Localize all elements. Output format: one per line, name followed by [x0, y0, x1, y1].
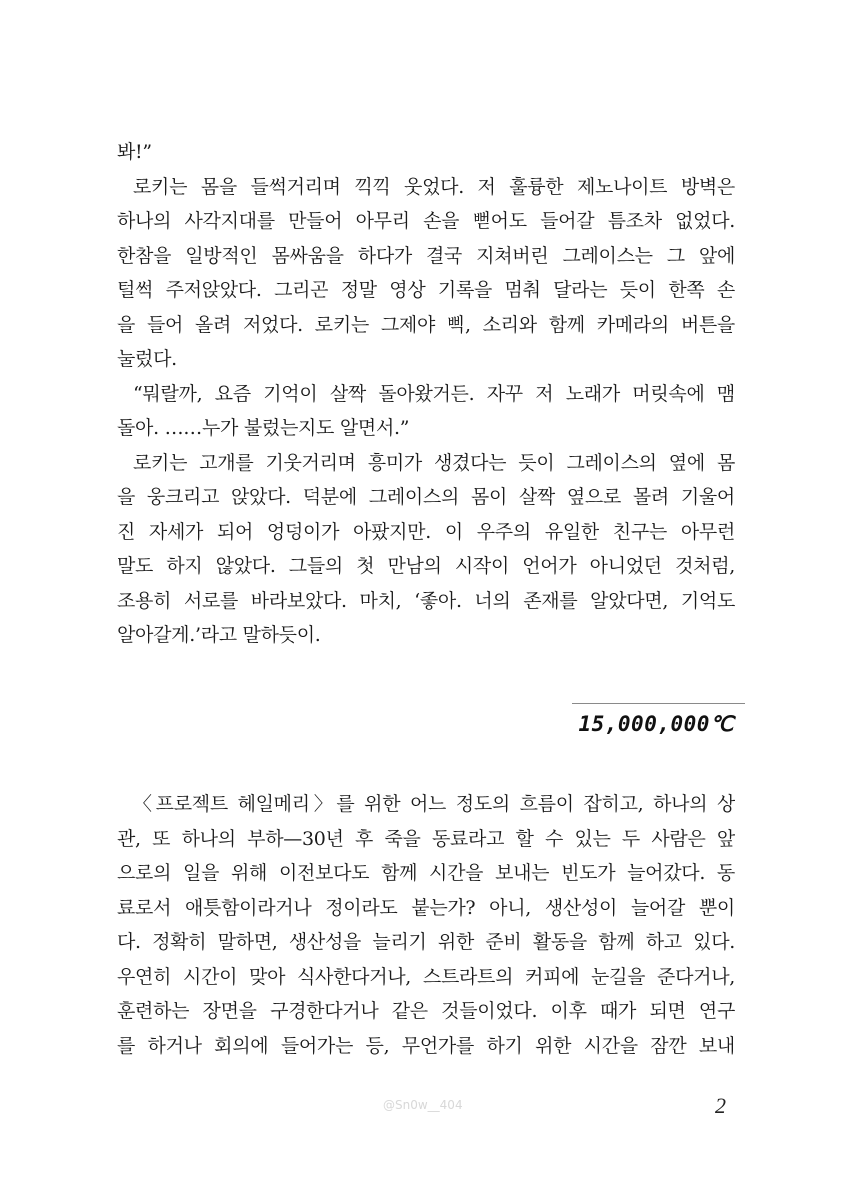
text-line: 으로의 일을 위해 이전보다도 함께 시간을 보내는 빈도가 늘어갔다. 동 [117, 862, 735, 884]
text-line: 우연히 시간이 맞아 식사한다거나, 스트라트의 커피에 눈길을 준다거나, [117, 965, 735, 988]
text-line: 조용히 서로를 바라보았다. 마치, ‘좋아. 너의 존재를 알았다면, 기억도 [117, 589, 735, 612]
text-line: 털썩 주저앉았다. 그리곤 정말 영상 기록을 멈춰 달라는 듯이 한쪽 손 [117, 279, 735, 301]
text-line: “뭐랄까, 요즘 기억이 살짝 돌아왔거든. 자꾸 저 노래가 머릿속에 맴 [133, 382, 735, 405]
text-line: 를 하거나 회의에 들어가는 등, 무언가를 하기 위한 시간을 잠깐 보내 [117, 1034, 735, 1057]
body-text-section-2 [117, 787, 735, 1063]
text-line: 〈프로젝트 헤일메리〉를 위한 어느 정도의 흐름이 잡히고, 하나의 상 [133, 793, 735, 815]
section-divider [572, 703, 745, 704]
text-line: 료로서 애틋함이라거나 정이라도 붙는가? 아니, 생산성이 늘어갈 뿐이 [117, 896, 735, 919]
body-text-section-1 [117, 135, 735, 653]
text-line: 관, 또 하나의 부하—30년 후 죽을 동료라고 할 수 있는 두 사람은 앞 [117, 827, 735, 850]
text-line: 훈련하는 장면을 구경한다거나 같은 것들이었다. 이후 때가 되면 연구 [117, 1000, 735, 1022]
text-line: 봐!” [117, 141, 152, 163]
text-line: 눌렀다. [117, 348, 177, 370]
text-line: 을 웅크리고 앉았다. 덕분에 그레이스의 몸이 살짝 옆으로 몰려 기울어 [117, 486, 735, 508]
text-line: 한참을 일방적인 몸싸움을 하다가 결국 지쳐버린 그레이스는 그 앞에 [117, 244, 735, 267]
text-line: 알아갈게.’라고 말하듯이. [117, 624, 321, 646]
text-line: 진 자세가 되어 엉덩이가 아팠지만. 이 우주의 유일한 친구는 아무런 [117, 520, 735, 543]
text-line: 로키는 몸을 들썩거리며 끽끽 웃었다. 저 훌륭한 제노나이트 방벽은 [133, 175, 735, 198]
text-line: 로키는 고개를 기웃거리며 흥미가 생겼다는 듯이 그레이스의 옆에 몸 [133, 451, 735, 474]
page-number: 2 [715, 1093, 726, 1118]
text-line: 돌아. ……누가 불렀는지도 알면서.” [117, 417, 410, 439]
text-line: 말도 하지 않았다. 그들의 첫 만남의 시작이 언어가 아니었던 것처럼, [117, 555, 735, 577]
text-line: 하나의 사각지대를 만들어 아무리 손을 뻗어도 들어갈 틈조차 없었다. [117, 210, 735, 232]
section-heading: 15,000,000℃ [578, 712, 734, 736]
text-line: 을 들어 올려 저었다. 로키는 그제야 삑, 소리와 함께 카메라의 버튼을 [117, 313, 735, 336]
author-watermark: @Sn0w__404 [383, 1098, 463, 1112]
text-line: 다. 정확히 말하면, 생산성을 늘리기 위한 준비 활동을 함께 하고 있다. [117, 931, 735, 953]
